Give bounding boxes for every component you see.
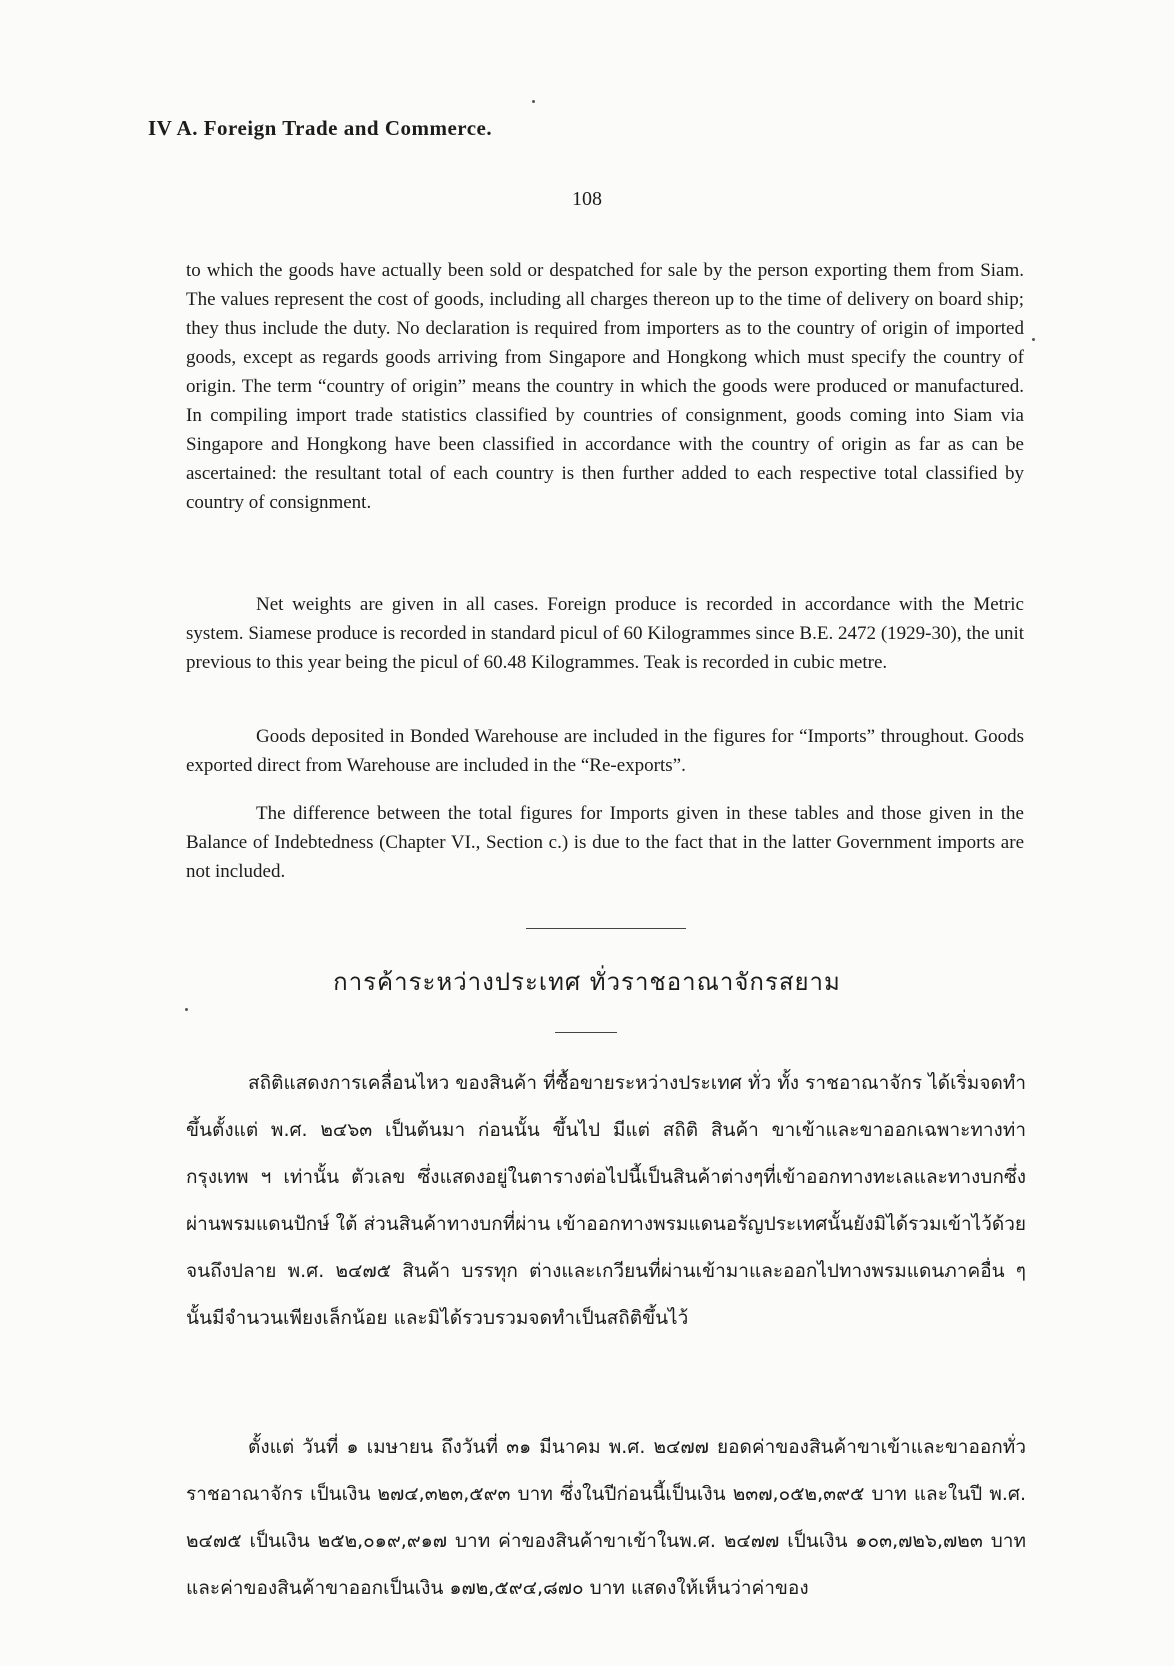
- scan-speck: [185, 1008, 188, 1011]
- title-underline: [555, 1032, 617, 1033]
- english-paragraph-3: [186, 722, 1024, 780]
- paragraph-text: ตั้งแต่ วันที่ ๑ เมษายน ถึงวันที่ ๓๑ มีนาคม พ.ศ. ๒๔๗๗ ยอดค่าของสินค้าขาเข้าและขาออกทั่วราชอาณาจักร เป็นเงิน ๒๗๔,๓๒๓,๕๙๓ บาท ซึ่งในปีก่อนนี้เป็นเงิน ๒๓๗,๐๕๒,๓๙๕ บาท และในปี พ.ศ. ๒๔๗๕ เป็นเงิน ๒๕๒,๐๑๙,๙๑๗ บาท ค่าของสินค้าขาเข้าในพ.ศ. ๒๔๗๗ เป็นเงิน ๑๐๓,๗๒๖,๗๒๓ บาท และค่าของสินค้าขาออกเป็นเงิน ๑๗๒,๕๙๔,๘๗๐ บาท แสดงให้เห็นว่าค่าของ: [186, 1436, 1026, 1599]
- thai-paragraph-2: [186, 1424, 1026, 1612]
- paragraph-text: สถิติแสดงการเคลื่อนไหว ของสินค้า ที่ซื้อขายระหว่างประเทศ ทั่ว ทั้ง ราชอาณาจักร ได้เริ่มจดทำขึ้นตั้งแต่ พ.ศ. ๒๔๖๓ เป็นต้นมา ก่อนนั้น ขึ้นไป มีแต่ สถิติ สินค้า ขาเข้าและขาออกเฉพาะทางท่ากรุงเทพ ฯ เท่านั้น ตัวเลข ซึ่งแสดงอยู่ในตารางต่อไปนี้เป็นสินค้าต่างๆที่เข้าออกทางทะเลและทางบกซึ่งผ่านพรมแดนปักษ์ ใต้ ส่วนสินค้าทางบกที่ผ่าน เข้าออกทางพรมแดนอรัญประเทศนั้นยังมิได้รวมเข้าไว้ด้วย จนถึงปลาย พ.ศ. ๒๔๗๕ สินค้า บรรทุก ต่างและเกวียนที่ผ่านเข้ามาและออกไปทางพรมแดนภาคอื่น ๆ นั้นมีจำนวนเพียงเล็กน้อย และมิได้รวบรวมจดทำเป็นสถิติขึ้นไว้: [186, 1072, 1026, 1329]
- paragraph-text: to which the goods have actually been sold or despatched for sale by the person exporting them from Siam. The values represent the cost of goods, including all charges thereon up to the time of delivery on board ship; they thus include the duty. No declaration is required from importers as to the country of origin of imported goods, except as regards goods arriving from Singapore and Hongkong which must specify the country of origin. The term “country of origin” means the country in which the goods were produced or manufactured. In compiling import trade statistics classified by countries of consignment, goods coming into Siam via Singapore and Hongkong have been classified in accordance with the country of origin as far as can be ascertained: the resultant total of each country is then further added to each respective total classified by country of consignment.: [186, 260, 1024, 513]
- scan-speck: [532, 100, 535, 103]
- paragraph-text: Net weights are given in all cases. Foreign produce is recorded in accordance with the Metric system. Siamese produce is recorded in standard picul of 60 Kilogrammes since B.E. 2472 (1929-30), the unit previous to this year being the picul of 60.48 Kilogrammes. Teak is recorded in cubic metre.: [186, 594, 1024, 673]
- section-divider: [526, 928, 686, 929]
- running-header: IV A. Foreign Trade and Commerce.: [148, 116, 493, 140]
- english-paragraph-4: [186, 799, 1024, 886]
- scan-speck: [1032, 338, 1035, 341]
- english-paragraph-1: [186, 256, 1024, 517]
- paragraph-text: The difference between the total figures for Imports given in these tables and those given in the Balance of Indebtedness (Chapter VI., Section c.) is due to the fact that in the latter Government imports are not included.: [186, 803, 1024, 882]
- page-number: 108: [572, 188, 602, 210]
- thai-section-title: การค้าระหว่างประเทศ ทั่วราชอาณาจักรสยาม: [333, 968, 841, 996]
- english-paragraph-2: [186, 590, 1024, 677]
- thai-paragraph-1: [186, 1060, 1026, 1342]
- paragraph-text: Goods deposited in Bonded Warehouse are included in the figures for “Imports” throughout. Goods exported direct from Warehouse are included in the “Re-exports”.: [186, 726, 1024, 776]
